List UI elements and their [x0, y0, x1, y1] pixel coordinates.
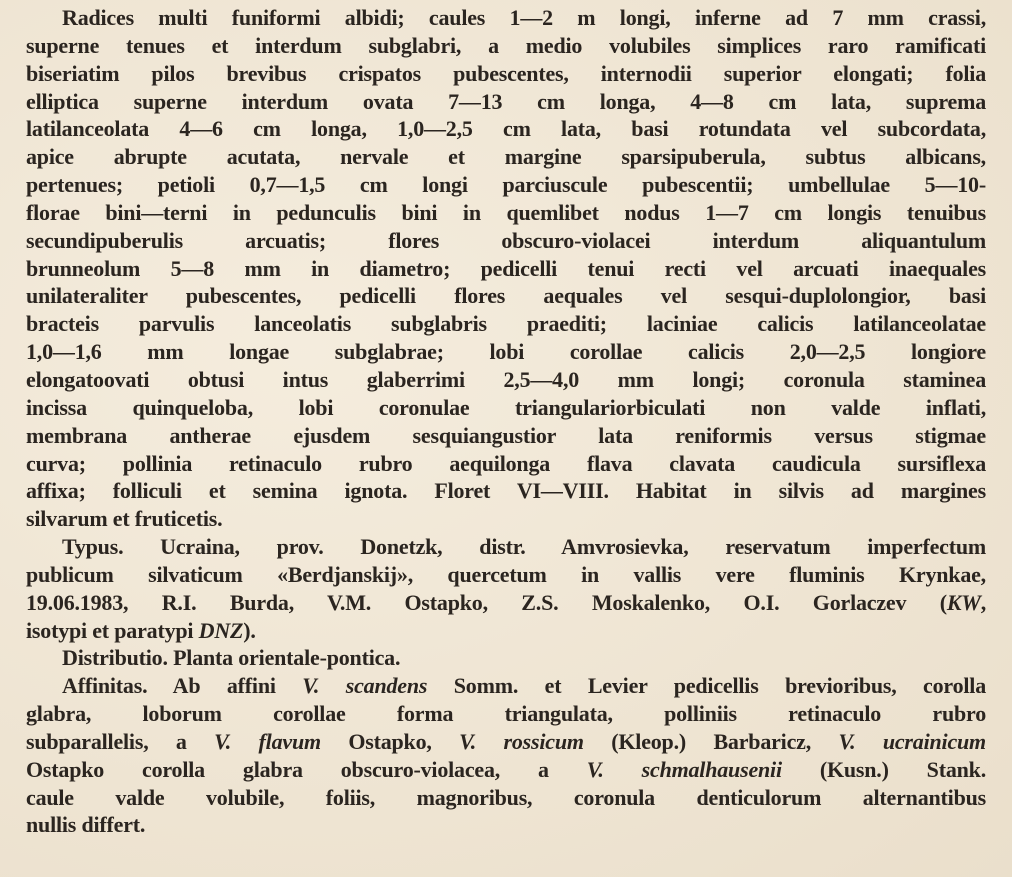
paragraph-affinitas [26, 672, 986, 839]
text-line [26, 227, 986, 255]
text-run: silvarum et fruticetis. [26, 506, 223, 532]
italic-text: KW [946, 589, 981, 615]
text-run: nullis differt. [26, 812, 146, 838]
italic-text: DNZ [198, 617, 244, 643]
text-line [26, 394, 986, 422]
text-run: Distributio. Planta orientale-pontica. [62, 645, 401, 671]
text-run: elongatoovati obtusi intus glaberrimi 2,5—4,0 mm longi; coronula staminea [26, 366, 986, 392]
text-line [26, 282, 986, 310]
text-line [26, 617, 986, 645]
text-line [26, 477, 986, 505]
italic-text: V. schmalhausenii [586, 756, 782, 782]
text-run: Radices multi funiformi albidi; caules 1—2 m longi, inferne ad 7 mm crassi, [62, 5, 986, 30]
text-line [26, 672, 986, 700]
text-run: , [980, 589, 986, 615]
text-line [26, 88, 986, 116]
text-run: Somm. et Levier pedicellis brevioribus, corolla [427, 673, 987, 699]
text-run: 19.06.1983, R.I. Burda, V.M. Ostapko, Z.S. Moskalenko, O.I. Gorlaczev ( [26, 589, 947, 615]
paragraph-distributio [26, 644, 986, 672]
text-line [26, 338, 986, 366]
text-run: glabra, loborum corollae forma triangulata, polliniis retinaculo rubro [26, 701, 986, 727]
text-run: unilateraliter pubescentes, pedicelli flores aequales vel sesqui-duplolongior, basi [26, 283, 986, 309]
text-run: secundipuberulis arcuatis; flores obscuro-violacei interdum aliquantulum [26, 227, 986, 253]
text-line [26, 32, 986, 60]
text-line [26, 171, 986, 199]
text-run: apice abrupte acutata, nervale et margine sparsipuberula, subtus albicans, [26, 144, 986, 170]
text-run: ). [243, 617, 256, 643]
italic-text: V. scandens [302, 673, 428, 699]
text-line [26, 60, 986, 88]
text-run: latilanceolata 4—6 cm longa, 1,0—2,5 cm lata, basi rotundata vel subcordata, [26, 116, 986, 142]
text-run: pertenues; petioli 0,7—1,5 cm longi parciuscule pubescentii; umbellulae 5—10- [26, 172, 986, 198]
italic-text: V. flavum [214, 728, 321, 754]
text-run: elliptica superne interdum ovata 7—13 cm longa, 4—8 cm lata, suprema [26, 88, 986, 114]
text-run: Ostapko, [320, 728, 460, 754]
italic-text: V. ucrainicum [838, 728, 986, 754]
paragraph-typus [26, 533, 986, 644]
text-run: brunneolum 5—8 mm in diametro; pedicelli tenui recti vel arcuati inaequales [26, 255, 986, 281]
text-run: biseriatim pilos brevibus crispatos pubescentes, internodii superior elongati; folia [26, 60, 986, 86]
text-run: Ostapko corolla glabra obscuro-violacea, a [26, 756, 587, 782]
text-line [26, 644, 986, 672]
text-run: (Kleop.) Barbaricz, [583, 728, 839, 754]
text-line [26, 199, 986, 227]
text-line [26, 533, 986, 561]
text-line [26, 143, 986, 171]
text-run: subparallelis, a [26, 728, 215, 754]
text-run: isotypi et paratypi [26, 617, 199, 643]
text-run: (Kusn.) Stank. [781, 756, 986, 782]
text-run: membrana antherae ejusdem sesquiangustior lata reniformis versus stigmae [26, 422, 986, 448]
text-line [26, 756, 986, 784]
document-page [26, 4, 986, 839]
text-line [26, 728, 986, 756]
text-line [26, 422, 986, 450]
text-line [26, 450, 986, 478]
text-line [26, 700, 986, 728]
paragraph-description [26, 4, 986, 533]
text-line [26, 4, 986, 32]
text-run: florae bini—terni in pedunculis bini in quemlibet nodus 1—7 cm longis tenuibus [26, 199, 986, 225]
italic-text: V. rossicum [459, 728, 584, 754]
text-run: publicum silvaticum «Berdjanskij», quercetum in vallis vere fluminis Krynkae, [26, 561, 986, 587]
text-run: 1,0—1,6 mm longae subglabrae; lobi corollae calicis 2,0—2,5 longiore [26, 339, 986, 365]
text-run: caule valde volubile, foliis, magnoribus, coronula denticulorum alternantibus [26, 784, 986, 810]
text-line [26, 561, 986, 589]
text-run: bracteis parvulis lanceolatis subglabris praediti; laciniae calicis latilanceolatae [26, 311, 986, 337]
text-line [26, 115, 986, 143]
text-line [26, 589, 986, 617]
text-line [26, 784, 986, 812]
text-run: superne tenues et interdum subglabri, a medio volubiles simplices raro ramificati [26, 32, 986, 58]
text-line [26, 505, 986, 533]
text-run: incissa quinqueloba, lobi coronulae triangulariorbiculati non valde inflati, [26, 394, 986, 420]
text-run: affixa; folliculi et semina ignota. Floret VI—VIII. Habitat in silvis ad margines [26, 478, 986, 504]
text-run: Affinitas. Ab affini [62, 673, 303, 699]
text-run: Typus. Ucraina, prov. Donetzk, distr. Amvrosievka, reservatum imperfectum [62, 534, 986, 560]
text-line [26, 366, 986, 394]
text-run: curva; pollinia retinaculo rubro aequilonga flava clavata caudicula sursiflexa [26, 450, 986, 476]
text-line [26, 255, 986, 283]
text-line [26, 310, 986, 338]
text-line [26, 811, 986, 839]
